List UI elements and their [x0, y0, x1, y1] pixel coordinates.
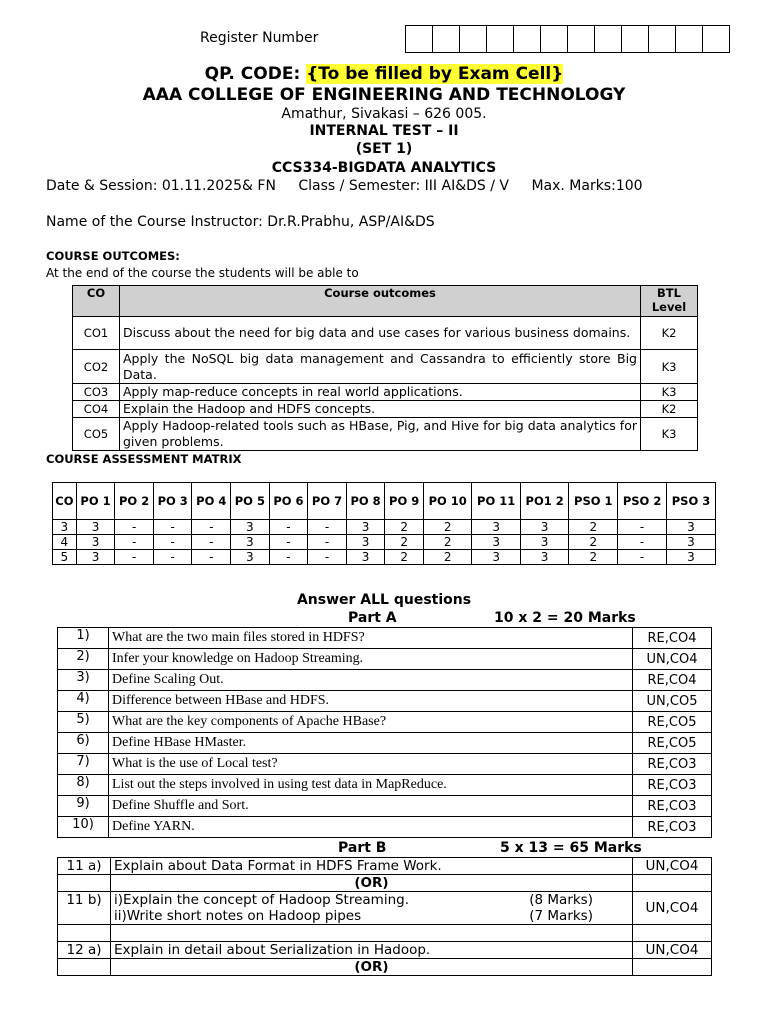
column-header: PO 8 [346, 483, 385, 520]
sub-question-marks: (7 Marks) [529, 908, 593, 924]
table-row [58, 817, 712, 838]
question-text: What is the use of Local test? [109, 754, 633, 775]
course-outcomes-subheading: At the end of the course the students will be able to [46, 266, 359, 280]
table-cell: - [618, 520, 667, 535]
table-cell: 2 [385, 520, 424, 535]
question-text: Define Shuffle and Sort. [109, 796, 633, 817]
exam-info-line [46, 178, 661, 194]
table-cell: 3 [346, 550, 385, 565]
register-digit-box[interactable] [487, 26, 514, 52]
column-header: PO 6 [269, 483, 308, 520]
register-number-boxes[interactable] [405, 25, 730, 53]
table-cell: 3 [76, 550, 115, 565]
table-cell: - [308, 550, 347, 565]
table-row [58, 691, 712, 712]
table-row [73, 350, 698, 384]
table-cell: 2 [385, 550, 424, 565]
question-tag: RE,CO4 [633, 670, 712, 691]
column-header: PSO 3 [666, 483, 715, 520]
date-session: Date & Session: 01.11.2025& FN [46, 178, 276, 194]
column-header: PSO 1 [569, 483, 618, 520]
column-header: PO1 2 [520, 483, 568, 520]
table-cell: 2 [423, 520, 471, 535]
table-cell: - [269, 550, 308, 565]
table-row [58, 858, 712, 875]
table-header-row [53, 483, 716, 520]
register-digit-box[interactable] [649, 26, 676, 52]
table-cell: 2 [423, 550, 471, 565]
table-row [58, 875, 712, 892]
table-row [58, 925, 712, 942]
question-tag: RE,CO5 [633, 733, 712, 754]
register-digit-box[interactable] [406, 26, 433, 52]
question-tag: RE,CO3 [633, 817, 712, 838]
register-digit-box[interactable] [568, 26, 595, 52]
question-text: What are the two main files stored in HDFS? [109, 628, 633, 649]
register-digit-box[interactable] [514, 26, 541, 52]
table-row [58, 649, 712, 670]
column-header: PO 1 [76, 483, 115, 520]
table-cell: 3 [666, 550, 715, 565]
table-cell: - [269, 535, 308, 550]
table-row [58, 892, 712, 925]
course-instructor: Name of the Course Instructor: Dr.R.Prabhu, ASP/AI&DS [46, 214, 435, 230]
table-cell: - [618, 535, 667, 550]
question-tag: UN,CO4 [633, 892, 712, 925]
question-tag: RE,CO4 [633, 628, 712, 649]
question-text [111, 892, 633, 925]
sub-question-marks: (8 Marks) [529, 892, 593, 908]
table-header-row [73, 286, 698, 317]
table-cell: 2 [569, 535, 618, 550]
co-btl: K3 [641, 350, 698, 384]
co-code: CO3 [73, 384, 120, 401]
table-row [53, 520, 716, 535]
table-cell: 2 [569, 550, 618, 565]
question-tag: UN,CO4 [633, 649, 712, 670]
table-cell: - [308, 535, 347, 550]
table-cell: 3 [472, 520, 520, 535]
table-row [53, 535, 716, 550]
question-tag: UN,CO4 [633, 942, 712, 959]
register-digit-box[interactable] [676, 26, 703, 52]
table-row [58, 754, 712, 775]
part-a-title: Part A [348, 610, 397, 626]
column-header: PO 9 [385, 483, 424, 520]
question-tag: RE,CO3 [633, 754, 712, 775]
question-text: What are the key components of Apache HBase? [109, 712, 633, 733]
course-outcomes-table [72, 285, 698, 451]
table-cell: - [115, 520, 154, 535]
sub-question-text: ii)Write short notes on Hadoop pipes [114, 908, 362, 924]
column-header: CO [53, 483, 77, 520]
set-label: (SET 1) [355, 141, 413, 157]
question-tag: UN,CO5 [633, 691, 712, 712]
register-digit-box[interactable] [460, 26, 487, 52]
table-cell: 3 [472, 550, 520, 565]
column-header: PO 7 [308, 483, 347, 520]
question-number: 10) [58, 817, 109, 838]
part-b-questions-table [57, 857, 712, 976]
co-text: Discuss about the need for big data and use cases for various business domains. [120, 317, 641, 350]
table-cell: 3 [520, 550, 568, 565]
co-text: Explain the Hadoop and HDFS concepts. [120, 401, 641, 418]
table-row [58, 628, 712, 649]
column-header: PO 4 [192, 483, 231, 520]
table-cell: 4 [53, 535, 77, 550]
column-header: PO 2 [115, 483, 154, 520]
qp-code [0, 64, 768, 84]
question-number: 8) [58, 775, 109, 796]
table-cell: 3 [520, 520, 568, 535]
question-text: Explain in detail about Serialization in Hadoop. [111, 942, 633, 959]
table-cell: 3 [346, 520, 385, 535]
co-btl: K2 [641, 317, 698, 350]
question-tag: RE,CO3 [633, 796, 712, 817]
co-btl: K3 [641, 418, 698, 451]
part-b-title: Part B [338, 840, 387, 856]
column-header: PSO 2 [618, 483, 667, 520]
question-text: Define YARN. [109, 817, 633, 838]
co-code: CO4 [73, 401, 120, 418]
table-row [58, 942, 712, 959]
assessment-matrix-heading: COURSE ASSESSMENT MATRIX [46, 452, 242, 466]
question-number: 9) [58, 796, 109, 817]
column-header: PO 3 [153, 483, 192, 520]
table-row [73, 401, 698, 418]
register-digit-box[interactable] [703, 26, 729, 52]
table-cell: 2 [569, 520, 618, 535]
or-label: (OR) [111, 875, 633, 892]
max-marks: Max. Marks:100 [531, 178, 643, 194]
course-title: CCS334-BIGDATA ANALYTICS [271, 160, 497, 176]
course-outcomes-heading: COURSE OUTCOMES: [46, 249, 180, 263]
question-number: 3) [58, 670, 109, 691]
register-digit-box[interactable] [433, 26, 460, 52]
column-header: PO 5 [231, 483, 270, 520]
table-cell: - [153, 535, 192, 550]
qp-code-label: QP. CODE: [204, 64, 301, 84]
question-text: Explain about Data Format in HDFS Frame Work. [111, 858, 633, 875]
or-label: (OR) [111, 959, 633, 976]
table-cell: - [269, 520, 308, 535]
question-number: 11 b) [58, 892, 111, 925]
table-cell: - [153, 520, 192, 535]
table-cell: 3 [231, 535, 270, 550]
co-btl: K3 [641, 384, 698, 401]
table-row [58, 712, 712, 733]
question-tag: UN,CO4 [633, 858, 712, 875]
part-a-questions-table [57, 627, 712, 838]
table-cell: 3 [346, 535, 385, 550]
question-tag: RE,CO3 [633, 775, 712, 796]
question-text: Difference between HBase and HDFS. [109, 691, 633, 712]
table-cell: 3 [472, 535, 520, 550]
question-text: List out the steps involved in using test data in MapReduce. [109, 775, 633, 796]
table-cell: - [192, 520, 231, 535]
column-header: CO [73, 286, 120, 317]
co-code: CO2 [73, 350, 120, 384]
table-row [58, 959, 712, 976]
column-header: Course outcomes [120, 286, 641, 317]
table-cell: 3 [520, 535, 568, 550]
table-cell: - [115, 550, 154, 565]
table-cell: 3 [231, 520, 270, 535]
answer-all-heading: Answer ALL questions [296, 592, 472, 608]
question-number: 5) [58, 712, 109, 733]
co-text: Apply map-reduce concepts in real world applications. [120, 384, 641, 401]
question-number: 6) [58, 733, 109, 754]
college-address: Amathur, Sivakasi – 626 005. [281, 106, 487, 122]
question-number: 4) [58, 691, 109, 712]
column-header: PO 11 [472, 483, 520, 520]
table-cell: - [192, 550, 231, 565]
table-cell: 3 [666, 520, 715, 535]
part-a-marks: 10 x 2 = 20 Marks [494, 610, 636, 626]
table-cell: - [618, 550, 667, 565]
table-cell: 3 [76, 535, 115, 550]
co-code: CO5 [73, 418, 120, 451]
register-digit-box[interactable] [541, 26, 568, 52]
column-header: PO 10 [423, 483, 471, 520]
table-row [58, 733, 712, 754]
class-semester: Class / Semester: III AI&DS / V [298, 178, 509, 194]
table-cell: - [192, 535, 231, 550]
table-row [58, 670, 712, 691]
question-number: 11 a) [58, 858, 111, 875]
table-cell: 3 [76, 520, 115, 535]
table-cell: 2 [385, 535, 424, 550]
table-cell: - [153, 550, 192, 565]
question-number: 1) [58, 628, 109, 649]
table-cell: 3 [666, 535, 715, 550]
table-row [73, 384, 698, 401]
sub-question [114, 892, 629, 908]
table-cell: 3 [53, 520, 77, 535]
table-row [58, 775, 712, 796]
co-text: Apply Hadoop-related tools such as HBase, Pig, and Hive for big data analytics for given problems. [120, 418, 641, 451]
table-row [53, 550, 716, 565]
co-text: Apply the NoSQL big data management and Cassandra to efficiently store Big Data. [120, 350, 641, 384]
test-title: INTERNAL TEST – II [309, 123, 459, 139]
register-number-label: Register Number [200, 30, 319, 46]
table-cell: - [308, 520, 347, 535]
register-digit-box[interactable] [622, 26, 649, 52]
table-cell: 5 [53, 550, 77, 565]
question-text: Infer your knowledge on Hadoop Streaming. [109, 649, 633, 670]
question-tag: RE,CO5 [633, 712, 712, 733]
table-cell: 2 [423, 535, 471, 550]
question-number: 7) [58, 754, 109, 775]
table-row [73, 317, 698, 350]
co-btl: K2 [641, 401, 698, 418]
qp-code-value: {To be filled by Exam Cell} [306, 64, 564, 84]
question-text: Define HBase HMaster. [109, 733, 633, 754]
co-code: CO1 [73, 317, 120, 350]
column-header: BTL Level [641, 286, 698, 317]
register-digit-box[interactable] [595, 26, 622, 52]
table-cell: - [115, 535, 154, 550]
table-row [73, 418, 698, 451]
question-number: 12 a) [58, 942, 111, 959]
sub-question [114, 908, 629, 924]
sub-question-text: i)Explain the concept of Hadoop Streaming. [114, 892, 409, 908]
question-text: Define Scaling Out. [109, 670, 633, 691]
question-number: 2) [58, 649, 109, 670]
assessment-matrix-table [52, 482, 716, 565]
table-cell: 3 [231, 550, 270, 565]
college-name: AAA COLLEGE OF ENGINEERING AND TECHNOLOGY [142, 85, 626, 105]
table-row [58, 796, 712, 817]
part-b-marks: 5 x 13 = 65 Marks [500, 840, 642, 856]
